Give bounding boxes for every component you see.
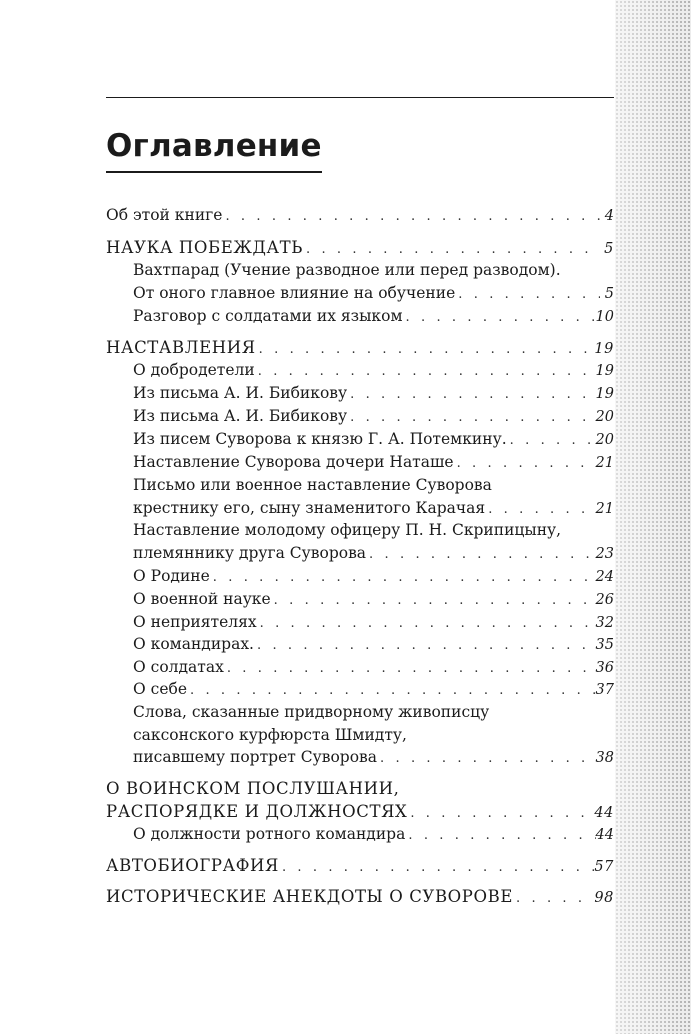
toc-page-number: 19 [595, 386, 614, 402]
toc-entry-o-komandirakh[interactable] [133, 633, 614, 657]
toc-entry-natashe[interactable] [133, 451, 614, 475]
toc-page-number: 20 [595, 432, 614, 448]
toc-entry-label: Разговор с солдатами их языком [133, 307, 403, 325]
toc-page-number: 38 [595, 750, 614, 766]
toc-page-number: 35 [595, 637, 614, 653]
toc-page-number: 20 [595, 409, 614, 425]
toc-entry-skripitsynu[interactable] [133, 542, 614, 566]
toc-entry-avtobiografiya[interactable] [106, 854, 614, 879]
toc-page-number: 37 [595, 682, 614, 698]
dot-leader [224, 657, 596, 680]
toc-entry-label: О должности ротного командира [133, 825, 406, 843]
toc-entry-ot-onogo[interactable] [133, 282, 614, 306]
toc-entry-shmidtu[interactable] [133, 746, 614, 770]
dot-leader [454, 452, 596, 475]
toc-page-number: 21 [595, 501, 614, 517]
dot-leader [507, 429, 596, 452]
toc-entry-label: ИСТОРИЧЕСКИЕ АНЕКДОТЫ О СУВОРОВЕ [106, 887, 514, 906]
dot-leader [377, 747, 596, 770]
toc-page-number: 21 [595, 455, 614, 471]
toc-entry-anekdoty[interactable] [106, 885, 614, 910]
toc-entry-label: РАСПОРЯДКЕ И ДОЛЖНОСТЯХ [106, 802, 408, 821]
toc-entry-label: Из письма А. И. Бибикову [133, 384, 348, 402]
toc-entry-label: О неприятелях [133, 613, 257, 631]
dot-leader [485, 498, 595, 521]
dot-leader [347, 406, 595, 429]
dot-leader [279, 856, 594, 879]
toc-entry-label: НАСТАВЛЕНИЯ [106, 338, 256, 357]
toc-entry-shmidtu-line2[interactable]: саксонского курфюрста Шмидту, [133, 726, 407, 744]
toc-entry-label: О добродетели [133, 361, 255, 379]
toc-entry-razgovor[interactable] [133, 305, 614, 329]
dot-leader [303, 238, 600, 261]
page-title: Оглавление [106, 126, 322, 173]
dot-leader [256, 338, 595, 361]
toc-page-number: 98 [594, 890, 614, 906]
toc-entry-label: НАУКА ПОБЕЖДАТЬ [106, 238, 303, 257]
toc-entry-o-voinskom[interactable] [106, 800, 614, 825]
toc-entry-o-soldatakh[interactable] [133, 656, 614, 680]
toc-entry-bibikovu-1[interactable] [133, 382, 614, 406]
toc-page-number: 26 [595, 592, 614, 608]
toc-page-number: 5 [604, 241, 614, 257]
toc-entry-label: О военной науке [133, 590, 271, 608]
toc-entry-vakhtparad[interactable]: Вахтпарад (Учение разводное или перед разводом). [133, 261, 561, 279]
dot-leader [347, 383, 595, 406]
toc-entry-o-dobrodeteli[interactable] [133, 359, 614, 383]
toc-entry-label: Наставление Суворова дочери Наташе [133, 453, 454, 471]
dot-leader [257, 612, 596, 635]
toc-page-number: 36 [595, 660, 614, 676]
toc-entry-label: О солдатах [133, 658, 224, 676]
toc-entry-label: Из писем Суворова к князю Г. А. Потемкину. [133, 430, 507, 448]
page-edge-texture [615, 0, 691, 1034]
toc-page-number: 19 [594, 341, 614, 357]
dot-leader [254, 634, 596, 657]
dot-leader [513, 887, 594, 910]
toc-page-number: 23 [595, 546, 614, 562]
dot-leader [405, 824, 595, 847]
toc-page-number: 32 [595, 615, 614, 631]
toc-entry-nauka[interactable] [106, 236, 614, 261]
toc-entry-bibikovu-2[interactable] [133, 405, 614, 429]
toc-entry-o-nepriyatelyakh[interactable] [133, 611, 614, 635]
toc-entry-about[interactable] [106, 204, 614, 228]
dot-leader [455, 283, 600, 306]
toc-page-number: 19 [595, 363, 614, 379]
toc-entry-o-rodine[interactable] [133, 565, 614, 589]
toc-entry-label: О командирах. [133, 635, 254, 653]
toc-page-number: 4 [604, 208, 614, 224]
toc-entry-karachaya[interactable] [133, 497, 614, 521]
toc-entry-label: Из письма А. И. Бибикову [133, 407, 348, 425]
toc-entry-potemkinu[interactable] [133, 428, 614, 452]
toc-entry-o-voinskom-line1[interactable]: О ВОИНСКОМ ПОСЛУШАНИИ, [106, 779, 400, 798]
dot-leader [210, 566, 596, 589]
toc-page-number: 44 [594, 805, 614, 821]
dot-leader [187, 679, 596, 702]
dot-leader [271, 589, 596, 612]
dot-leader [222, 205, 600, 228]
toc-page-number: 10 [595, 309, 614, 325]
toc-entry-o-sebe[interactable] [133, 678, 614, 702]
toc-page-number: 5 [604, 286, 614, 302]
toc-entry-nastavleniya[interactable] [106, 336, 614, 361]
dot-leader [407, 802, 594, 825]
toc-page-number: 24 [595, 569, 614, 585]
toc-entry-label: Об этой книге [106, 206, 223, 224]
toc-entry-shmidtu-line1[interactable]: Слова, сказанные придворному живописцу [133, 703, 490, 721]
toc-entry-o-dolzhnosti[interactable] [133, 823, 614, 847]
top-rule [106, 97, 614, 98]
dot-leader [255, 360, 596, 383]
toc-entry-label: писавшему портрет Суворова [133, 748, 378, 766]
toc-page-number: 57 [594, 859, 614, 875]
toc-entry-label: племяннику друга Суворова [133, 544, 367, 562]
toc-entry-label: О себе [133, 680, 187, 698]
toc-entry-skripitsynu-line1[interactable]: Наставление молодому офицеру П. Н. Скрипицыну, [133, 521, 562, 539]
dot-leader [366, 543, 596, 566]
dot-leader [403, 306, 596, 329]
toc-entry-karachaya-line1[interactable]: Письмо или военное наставление Суворова [133, 476, 492, 494]
toc-entry-label: О Родине [133, 567, 210, 585]
toc-page-number: 44 [595, 827, 614, 843]
toc-entry-label: От оного главное влияние на обучение [133, 284, 456, 302]
toc-entry-label: АВТОБИОГРАФИЯ [106, 856, 279, 875]
toc-entry-o-voennoy-nauke[interactable] [133, 588, 614, 612]
toc-entry-label: крестнику его, сыну знаменитого Карачая [133, 499, 486, 517]
